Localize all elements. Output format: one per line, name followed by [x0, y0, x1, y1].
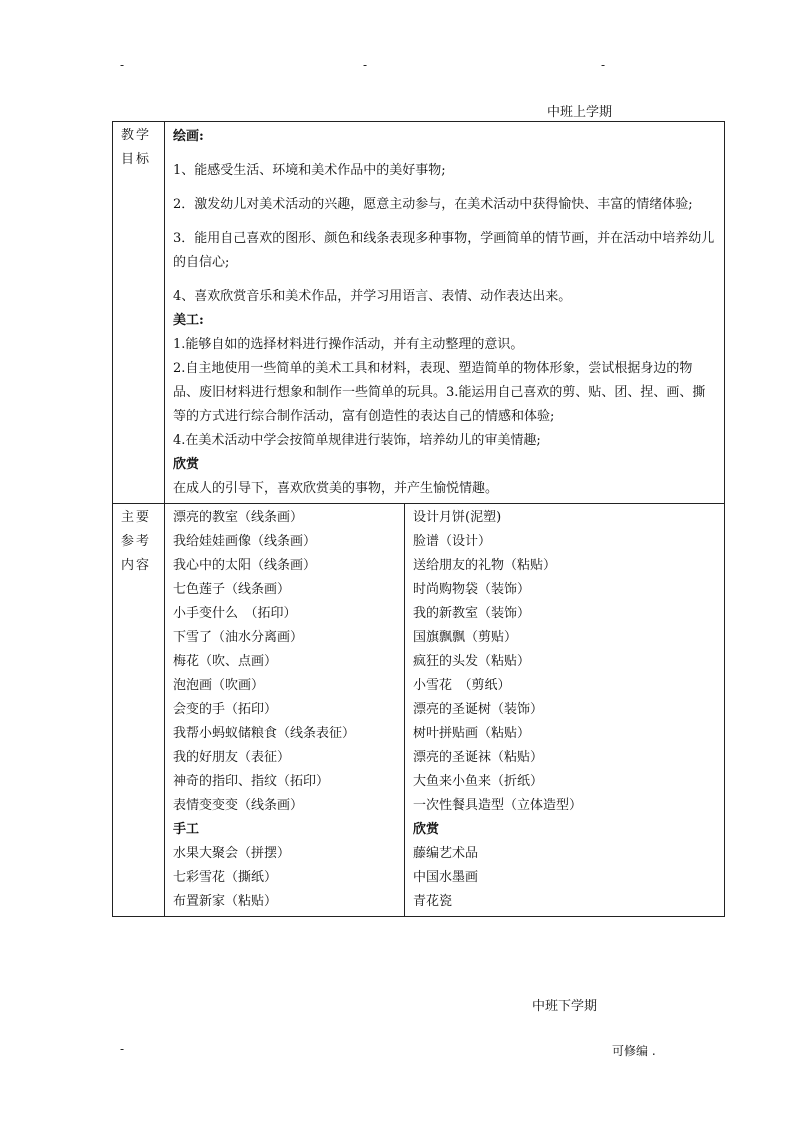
curriculum-table — [112, 121, 725, 917]
footer-dot: - — [120, 1042, 125, 1056]
goals-content-cell — [165, 122, 725, 504]
contents-label-line: 参考 — [121, 534, 152, 549]
appreciation-heading: 欣赏 — [173, 457, 200, 472]
right-activity-item: 一次性餐具造型（立体造型） — [413, 798, 583, 813]
left-activity-item: 梅花（吹、点画） — [173, 654, 278, 669]
right-section-heading: 欣赏 — [413, 822, 440, 837]
right-activity-item: 漂亮的圣诞树（装饰） — [413, 702, 544, 717]
appreciation-goal: 在成人的引导下，喜欢欣赏美的事物，并产生愉悦情趣。 — [173, 481, 499, 496]
header-dot-center: - — [363, 58, 368, 72]
left-activity-item: 我心中的太阳（线条画） — [173, 558, 317, 573]
right-activity-item: 小雪花 （剪纸） — [413, 678, 511, 693]
goals-row — [113, 122, 725, 504]
right-activity-item: 我的新教室（装饰） — [413, 606, 531, 621]
term-title-lower: 中班下学期 — [532, 999, 598, 1014]
left-activity-item: 我帮小蚂蚁储粮食（线条表征） — [173, 726, 356, 741]
right-activity-item: 藤编艺术品 — [413, 846, 479, 861]
left-activity-item: 泡泡画（吹画） — [173, 678, 265, 693]
contents-label-line: 主要 — [121, 510, 152, 525]
right-activity-item: 国旗飘飘（剪贴） — [413, 630, 518, 645]
left-activity-item: 小手变什么 （拓印） — [173, 606, 297, 621]
right-activity-item: 送给朋友的礼物（粘贴） — [413, 558, 557, 573]
left-activity-list — [165, 504, 404, 916]
right-activity-item: 脸谱（设计） — [413, 534, 492, 549]
drawing-goal-item: 1、能感受生活、环境和美术作品中的美好事物; — [173, 163, 446, 178]
right-activity-item: 疯狂的头发（粘贴） — [413, 654, 531, 669]
term-title-upper: 中班上学期 — [547, 105, 613, 120]
left-activity-item: 我的好朋友（表征） — [173, 750, 291, 765]
left-activity-item: 七彩雪花（撕纸） — [173, 870, 278, 885]
left-activity-item: 布置新家（粘贴） — [173, 894, 278, 909]
right-activity-item: 漂亮的圣诞袜（粘贴） — [413, 750, 544, 765]
right-activity-item: 时尚购物袋（装饰） — [413, 582, 531, 597]
left-section-heading: 手工 — [173, 822, 200, 837]
left-activity-item: 神奇的指印、指纹（拓印） — [173, 774, 330, 789]
right-activity-list — [405, 504, 724, 916]
goals-label-line: 目标 — [121, 152, 152, 167]
craft-heading: 美工: — [173, 313, 204, 328]
craft-goal-item: 1.能够自如的选择材料进行操作活动，并有主动整理的意识。 — [173, 337, 524, 352]
drawing-goal-item: 2．激发幼儿对美术活动的兴趣，愿意主动参与，在美术活动中获得愉快、丰富的情绪体验; — [173, 197, 693, 212]
craft-goal-item: 2.自主地使用一些简单的美术工具和材料，表现、塑造简单的物体形象，尝试根据身边的物品、废旧材料进行想象和制作一些简单的玩具。3.能运用自己喜欢的剪、贴、团、捏、画、撕等的方式进行综合制作活动，富有创造性的表达自己的情感和体验; — [173, 361, 706, 424]
goals-label-line: 教学 — [121, 128, 152, 143]
left-activity-item: 我给娃娃画像（线条画） — [173, 534, 317, 549]
contents-label-cell — [113, 504, 165, 917]
contents-label-line: 内容 — [121, 558, 152, 573]
contents-left-cell — [165, 504, 405, 917]
right-activity-item: 大鱼来小鱼来（折纸） — [413, 774, 544, 789]
goals-label-cell — [113, 122, 165, 504]
left-activity-item: 表情变变变（线条画） — [173, 798, 304, 813]
left-activity-item: 水果大聚会（拼摆） — [173, 846, 291, 861]
right-activity-item: 青花瓷 — [413, 894, 453, 909]
drawing-goal-item: 4、喜欢欣赏音乐和美术作品，并学习用语言、表情、动作表达出来。 — [173, 289, 572, 304]
contents-row — [113, 504, 725, 917]
right-activity-item: 设计月饼(泥塑) — [413, 510, 502, 525]
left-activity-item: 七色莲子（线条画） — [173, 582, 291, 597]
right-activity-item: 中国水墨画 — [413, 870, 479, 885]
left-activity-item: 下雪了（油水分离画） — [173, 630, 304, 645]
drawing-goal-item: 3．能用自己喜欢的图形、颜色和线条表现多种事物，学画简单的情节画，并在活动中培养幼儿的自信心; — [173, 231, 715, 270]
drawing-heading: 绘画: — [173, 129, 204, 144]
footer-note: 可修编 . — [612, 1044, 656, 1058]
left-activity-item: 会变的手（拓印） — [173, 702, 278, 717]
header-dot-left: - — [120, 58, 125, 72]
right-activity-item: 树叶拼贴画（粘贴） — [413, 726, 531, 741]
left-activity-item: 漂亮的教室（线条画） — [173, 510, 304, 525]
craft-goal-item: 4.在美术活动中学会按简单规律进行装饰，培养幼儿的审美情趣; — [173, 433, 541, 448]
header-dot-right: - — [601, 58, 606, 72]
contents-right-cell — [405, 504, 725, 917]
